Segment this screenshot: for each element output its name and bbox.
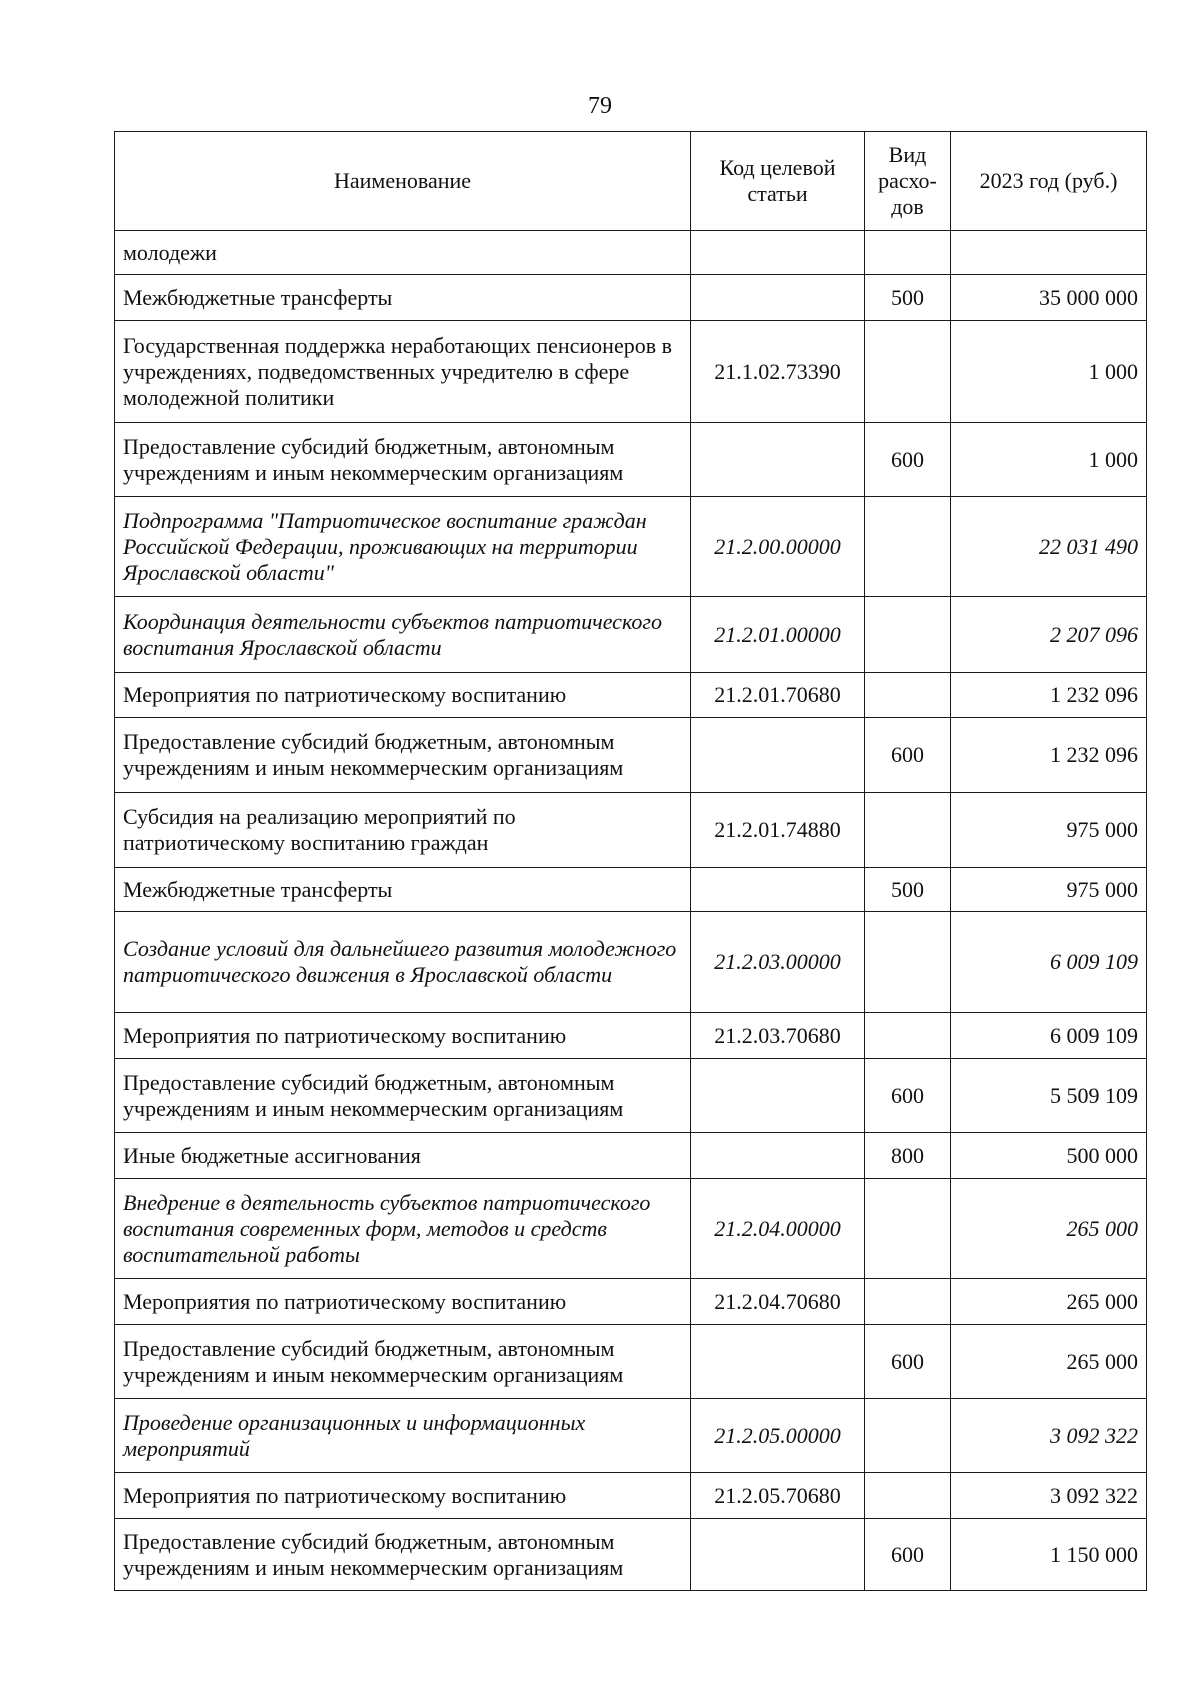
cell-amount: 1 000 xyxy=(951,423,1147,497)
cell-code: 21.2.05.70680 xyxy=(691,1473,865,1519)
cell-kind xyxy=(865,1013,951,1059)
cell-code: 21.2.04.70680 xyxy=(691,1279,865,1325)
cell-code: 21.2.05.00000 xyxy=(691,1399,865,1473)
cell-kind: 600 xyxy=(865,1519,951,1591)
cell-code xyxy=(691,1059,865,1133)
cell-kind: 500 xyxy=(865,868,951,912)
cell-name: Координация деятельности субъектов патриотического воспитания Ярославской области xyxy=(115,597,691,673)
cell-amount: 500 000 xyxy=(951,1133,1147,1179)
header-code: Код целевой статьи xyxy=(691,132,865,231)
table-row xyxy=(115,497,1147,597)
cell-amount: 975 000 xyxy=(951,868,1147,912)
cell-kind xyxy=(865,912,951,1013)
cell-name: Предоставление субсидий бюджетным, автономным учреждениям и иным некоммерческим организациям xyxy=(115,423,691,497)
cell-kind: 600 xyxy=(865,718,951,793)
cell-code xyxy=(691,868,865,912)
table-row xyxy=(115,1473,1147,1519)
cell-name: Внедрение в деятельность субъектов патриотического воспитания современных форм, методов и средств воспитательной работы xyxy=(115,1179,691,1279)
table-row xyxy=(115,1133,1147,1179)
page-number: 79 xyxy=(588,93,612,119)
cell-name: Государственная поддержка неработающих пенсионеров в учреждениях, подведомственных учредителю в сфере молодежной политики xyxy=(115,321,691,423)
budget-table xyxy=(114,131,1147,1591)
cell-code: 21.2.01.00000 xyxy=(691,597,865,673)
table-row xyxy=(115,231,1147,275)
cell-name: Предоставление субсидий бюджетным, автономным учреждениям и иным некоммерческим организациям xyxy=(115,1519,691,1591)
table-row xyxy=(115,321,1147,423)
cell-code: 21.1.02.73390 xyxy=(691,321,865,423)
header-name: Наименование xyxy=(115,132,691,231)
table-row xyxy=(115,1013,1147,1059)
cell-kind xyxy=(865,321,951,423)
cell-name: Иные бюджетные ассигнования xyxy=(115,1133,691,1179)
cell-kind xyxy=(865,1279,951,1325)
cell-code xyxy=(691,423,865,497)
cell-code: 21.2.01.74880 xyxy=(691,793,865,868)
cell-name: Предоставление субсидий бюджетным, автономным учреждениям и иным некоммерческим организациям xyxy=(115,1325,691,1399)
table-header xyxy=(115,132,1147,231)
table-row xyxy=(115,1399,1147,1473)
cell-amount: 975 000 xyxy=(951,793,1147,868)
table-row xyxy=(115,673,1147,718)
cell-name: Мероприятия по патриотическому воспитанию xyxy=(115,1279,691,1325)
cell-amount: 3 092 322 xyxy=(951,1399,1147,1473)
cell-name: Подпрограмма "Патриотическое воспитание граждан Российской Федерации, проживающих на территории Ярославской области" xyxy=(115,497,691,597)
cell-kind xyxy=(865,793,951,868)
cell-amount: 6 009 109 xyxy=(951,1013,1147,1059)
cell-kind xyxy=(865,231,951,275)
cell-name: Субсидия на реализацию мероприятий по патриотическому воспитанию граждан xyxy=(115,793,691,868)
cell-name: Мероприятия по патриотическому воспитанию xyxy=(115,1473,691,1519)
cell-amount: 1 232 096 xyxy=(951,673,1147,718)
table-row xyxy=(115,868,1147,912)
cell-code xyxy=(691,1325,865,1399)
cell-kind xyxy=(865,1179,951,1279)
cell-kind xyxy=(865,1399,951,1473)
cell-name: молодежи xyxy=(115,231,691,275)
cell-kind: 500 xyxy=(865,275,951,321)
table-row xyxy=(115,793,1147,868)
cell-code: 21.2.01.70680 xyxy=(691,673,865,718)
cell-amount: 1 150 000 xyxy=(951,1519,1147,1591)
cell-name: Предоставление субсидий бюджетным, автономным учреждениям и иным некоммерческим организациям xyxy=(115,718,691,793)
cell-kind xyxy=(865,597,951,673)
cell-kind: 600 xyxy=(865,423,951,497)
table-row xyxy=(115,718,1147,793)
table-row xyxy=(115,1325,1147,1399)
cell-name: Мероприятия по патриотическому воспитанию xyxy=(115,673,691,718)
cell-name: Предоставление субсидий бюджетным, автономным учреждениям и иным некоммерческим организациям xyxy=(115,1059,691,1133)
cell-amount: 2 207 096 xyxy=(951,597,1147,673)
cell-amount: 1 000 xyxy=(951,321,1147,423)
cell-code xyxy=(691,718,865,793)
cell-code: 21.2.00.00000 xyxy=(691,497,865,597)
cell-amount: 265 000 xyxy=(951,1325,1147,1399)
cell-amount: 265 000 xyxy=(951,1279,1147,1325)
cell-amount xyxy=(951,231,1147,275)
cell-amount: 5 509 109 xyxy=(951,1059,1147,1133)
table-row xyxy=(115,912,1147,1013)
cell-code xyxy=(691,1519,865,1591)
table-row xyxy=(115,1519,1147,1591)
table-row xyxy=(115,1179,1147,1279)
cell-code: 21.2.03.70680 xyxy=(691,1013,865,1059)
table-row xyxy=(115,275,1147,321)
cell-code xyxy=(691,275,865,321)
header-kind: Вид расхо-дов xyxy=(865,132,951,231)
cell-amount: 265 000 xyxy=(951,1179,1147,1279)
cell-name: Межбюджетные трансферты xyxy=(115,275,691,321)
cell-code xyxy=(691,1133,865,1179)
header-row xyxy=(115,132,1147,231)
cell-kind xyxy=(865,673,951,718)
cell-amount: 1 232 096 xyxy=(951,718,1147,793)
table-row xyxy=(115,1279,1147,1325)
table-body xyxy=(115,231,1147,1591)
header-amount: 2023 год (руб.) xyxy=(951,132,1147,231)
cell-name: Межбюджетные трансферты xyxy=(115,868,691,912)
cell-amount: 6 009 109 xyxy=(951,912,1147,1013)
table-row xyxy=(115,1059,1147,1133)
cell-code: 21.2.04.00000 xyxy=(691,1179,865,1279)
cell-name: Проведение организационных и информационных мероприятий xyxy=(115,1399,691,1473)
cell-code xyxy=(691,231,865,275)
table-row xyxy=(115,423,1147,497)
cell-code: 21.2.03.00000 xyxy=(691,912,865,1013)
cell-kind xyxy=(865,497,951,597)
table-row xyxy=(115,597,1147,673)
cell-name: Мероприятия по патриотическому воспитанию xyxy=(115,1013,691,1059)
cell-kind: 600 xyxy=(865,1059,951,1133)
cell-kind xyxy=(865,1473,951,1519)
cell-kind: 800 xyxy=(865,1133,951,1179)
cell-amount: 22 031 490 xyxy=(951,497,1147,597)
cell-amount: 3 092 322 xyxy=(951,1473,1147,1519)
cell-name: Создание условий для дальнейшего развития молодежного патриотического движения в Ярославской области xyxy=(115,912,691,1013)
cell-amount: 35 000 000 xyxy=(951,275,1147,321)
cell-kind: 600 xyxy=(865,1325,951,1399)
